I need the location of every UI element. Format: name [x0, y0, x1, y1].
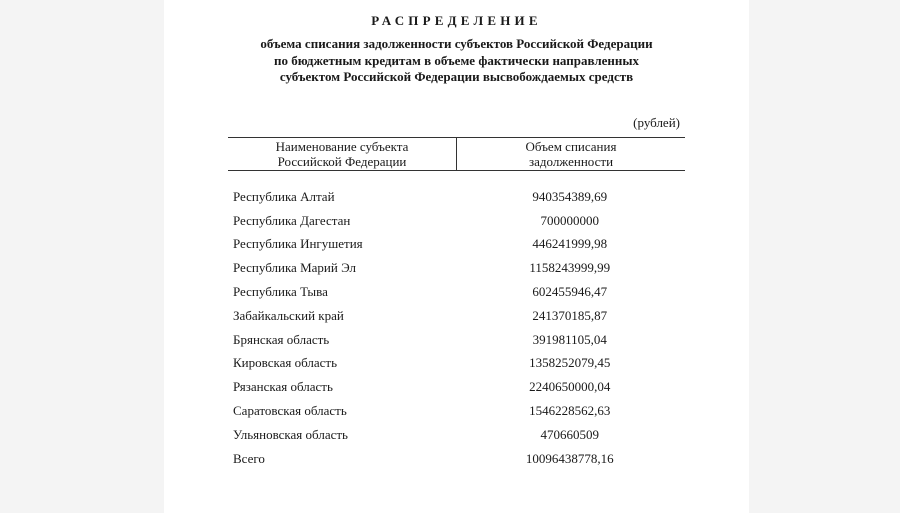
subject-name: Всего	[233, 450, 265, 466]
document-page	[164, 0, 749, 513]
table-row	[233, 280, 685, 304]
subtitle-line: объема списания задолженности субъектов Российской Федерации	[260, 36, 653, 51]
subject-name: Саратовская область	[233, 403, 347, 419]
writeoff-amount: 1358252079,45	[529, 355, 611, 371]
subject-name: Кировская область	[233, 355, 338, 371]
document-subtitle	[164, 36, 749, 86]
table-row	[233, 375, 685, 399]
table-row	[233, 399, 685, 423]
table-row-total	[233, 447, 685, 471]
writeoff-amount: 391981105,04	[532, 331, 607, 347]
writeoff-amount: 1158243999,99	[529, 260, 611, 276]
subject-name: Республика Дагестан	[233, 212, 351, 228]
table-row	[233, 328, 685, 352]
subject-name: Забайкальский край	[233, 307, 344, 323]
subject-name: Республика Тыва	[233, 284, 328, 300]
table-row	[233, 352, 685, 376]
header-text: Объем списания	[525, 139, 617, 154]
writeoff-amount: 602455946,47	[532, 284, 608, 300]
table-row	[233, 423, 685, 447]
table-row	[233, 185, 685, 209]
subtitle-line: по бюджетным кредитам в объеме фактически направленных	[273, 52, 640, 68]
subject-name: Брянская область	[233, 331, 330, 347]
header-subject-name	[228, 138, 457, 170]
writeoff-amount: 2240650000,04	[529, 379, 611, 395]
writeoff-amount: 241370185,87	[532, 307, 608, 323]
header-text: задолженности	[528, 154, 614, 169]
header-text: Российской Федерации	[277, 154, 407, 169]
subject-name: Ульяновская область	[233, 426, 348, 442]
writeoff-amount: 446241999,98	[532, 236, 608, 252]
table-header	[228, 137, 685, 171]
subject-name: Рязанская область	[233, 379, 333, 395]
unit-label: (рублей)	[633, 115, 680, 130]
subtitle-line: субъектом Российской Федерации высвобождаемых средств	[279, 69, 634, 84]
table-row	[233, 304, 685, 328]
table-row	[233, 233, 685, 257]
table-row	[233, 209, 685, 233]
subject-name: Республика Ингушетия	[233, 236, 363, 252]
header-writeoff-amount	[457, 138, 685, 170]
table-row	[233, 256, 685, 280]
writeoff-amount: 470660509	[540, 426, 600, 442]
document-title: РАСПРЕДЕЛЕНИЕ	[371, 13, 542, 28]
writeoff-amount: 940354389,69	[532, 188, 608, 204]
writeoff-amount: 1546228562,63	[529, 403, 611, 419]
writeoff-amount: 10096438778,16	[525, 450, 614, 466]
subject-name: Республика Марий Эл	[233, 260, 356, 276]
subject-name: Республика Алтай	[233, 188, 335, 204]
writeoff-amount: 700000000	[540, 212, 600, 228]
header-text: Наименование субъекта	[275, 139, 409, 154]
table-body	[233, 185, 685, 471]
